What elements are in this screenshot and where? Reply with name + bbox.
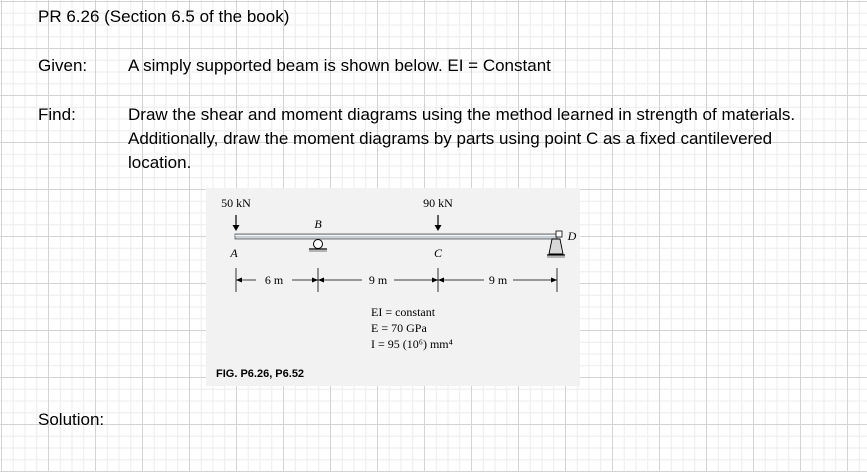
find-label: Find: [38,105,76,124]
beam [235,234,557,239]
load-arrow-c [435,215,442,231]
problem-title: PR 6.26 (Section 6.5 of the book) [38,7,290,26]
figure-caption: FIG. P6.26, P6.52 [216,368,305,380]
solution-label: Solution: [38,410,105,429]
property-e: E = 70 GPa [371,321,427,335]
load-label-a: 50 kN [221,196,251,210]
beam-figure [206,188,580,386]
dimension-label-cd: 9 m [488,273,508,287]
given-label: Given: [38,56,88,75]
point-label-c: C [433,246,443,260]
load-label-c: 90 kN [423,196,453,210]
point-label-d: D [567,229,577,243]
dimension-line [236,268,557,292]
roller-support-b [309,240,327,252]
point-label-b: B [314,217,322,231]
dimension-label-bc: 9 m [368,273,388,287]
load-arrow-a [233,215,240,231]
point-label-a: A [230,246,238,260]
dimension-label-ab: 6 m [264,273,284,287]
property-i: I = 95 (10⁶) mm⁴ [371,337,453,351]
find-text: Draw the shear and moment diagrams using the method learned in strength of materials. Additionally, draw the moment diagrams by parts using point C as a fixed cantilevered location. [128,105,796,172]
property-ei: EI = constant [371,305,436,319]
given-text: A simply supported beam is shown below. EI = Constant [128,56,551,75]
